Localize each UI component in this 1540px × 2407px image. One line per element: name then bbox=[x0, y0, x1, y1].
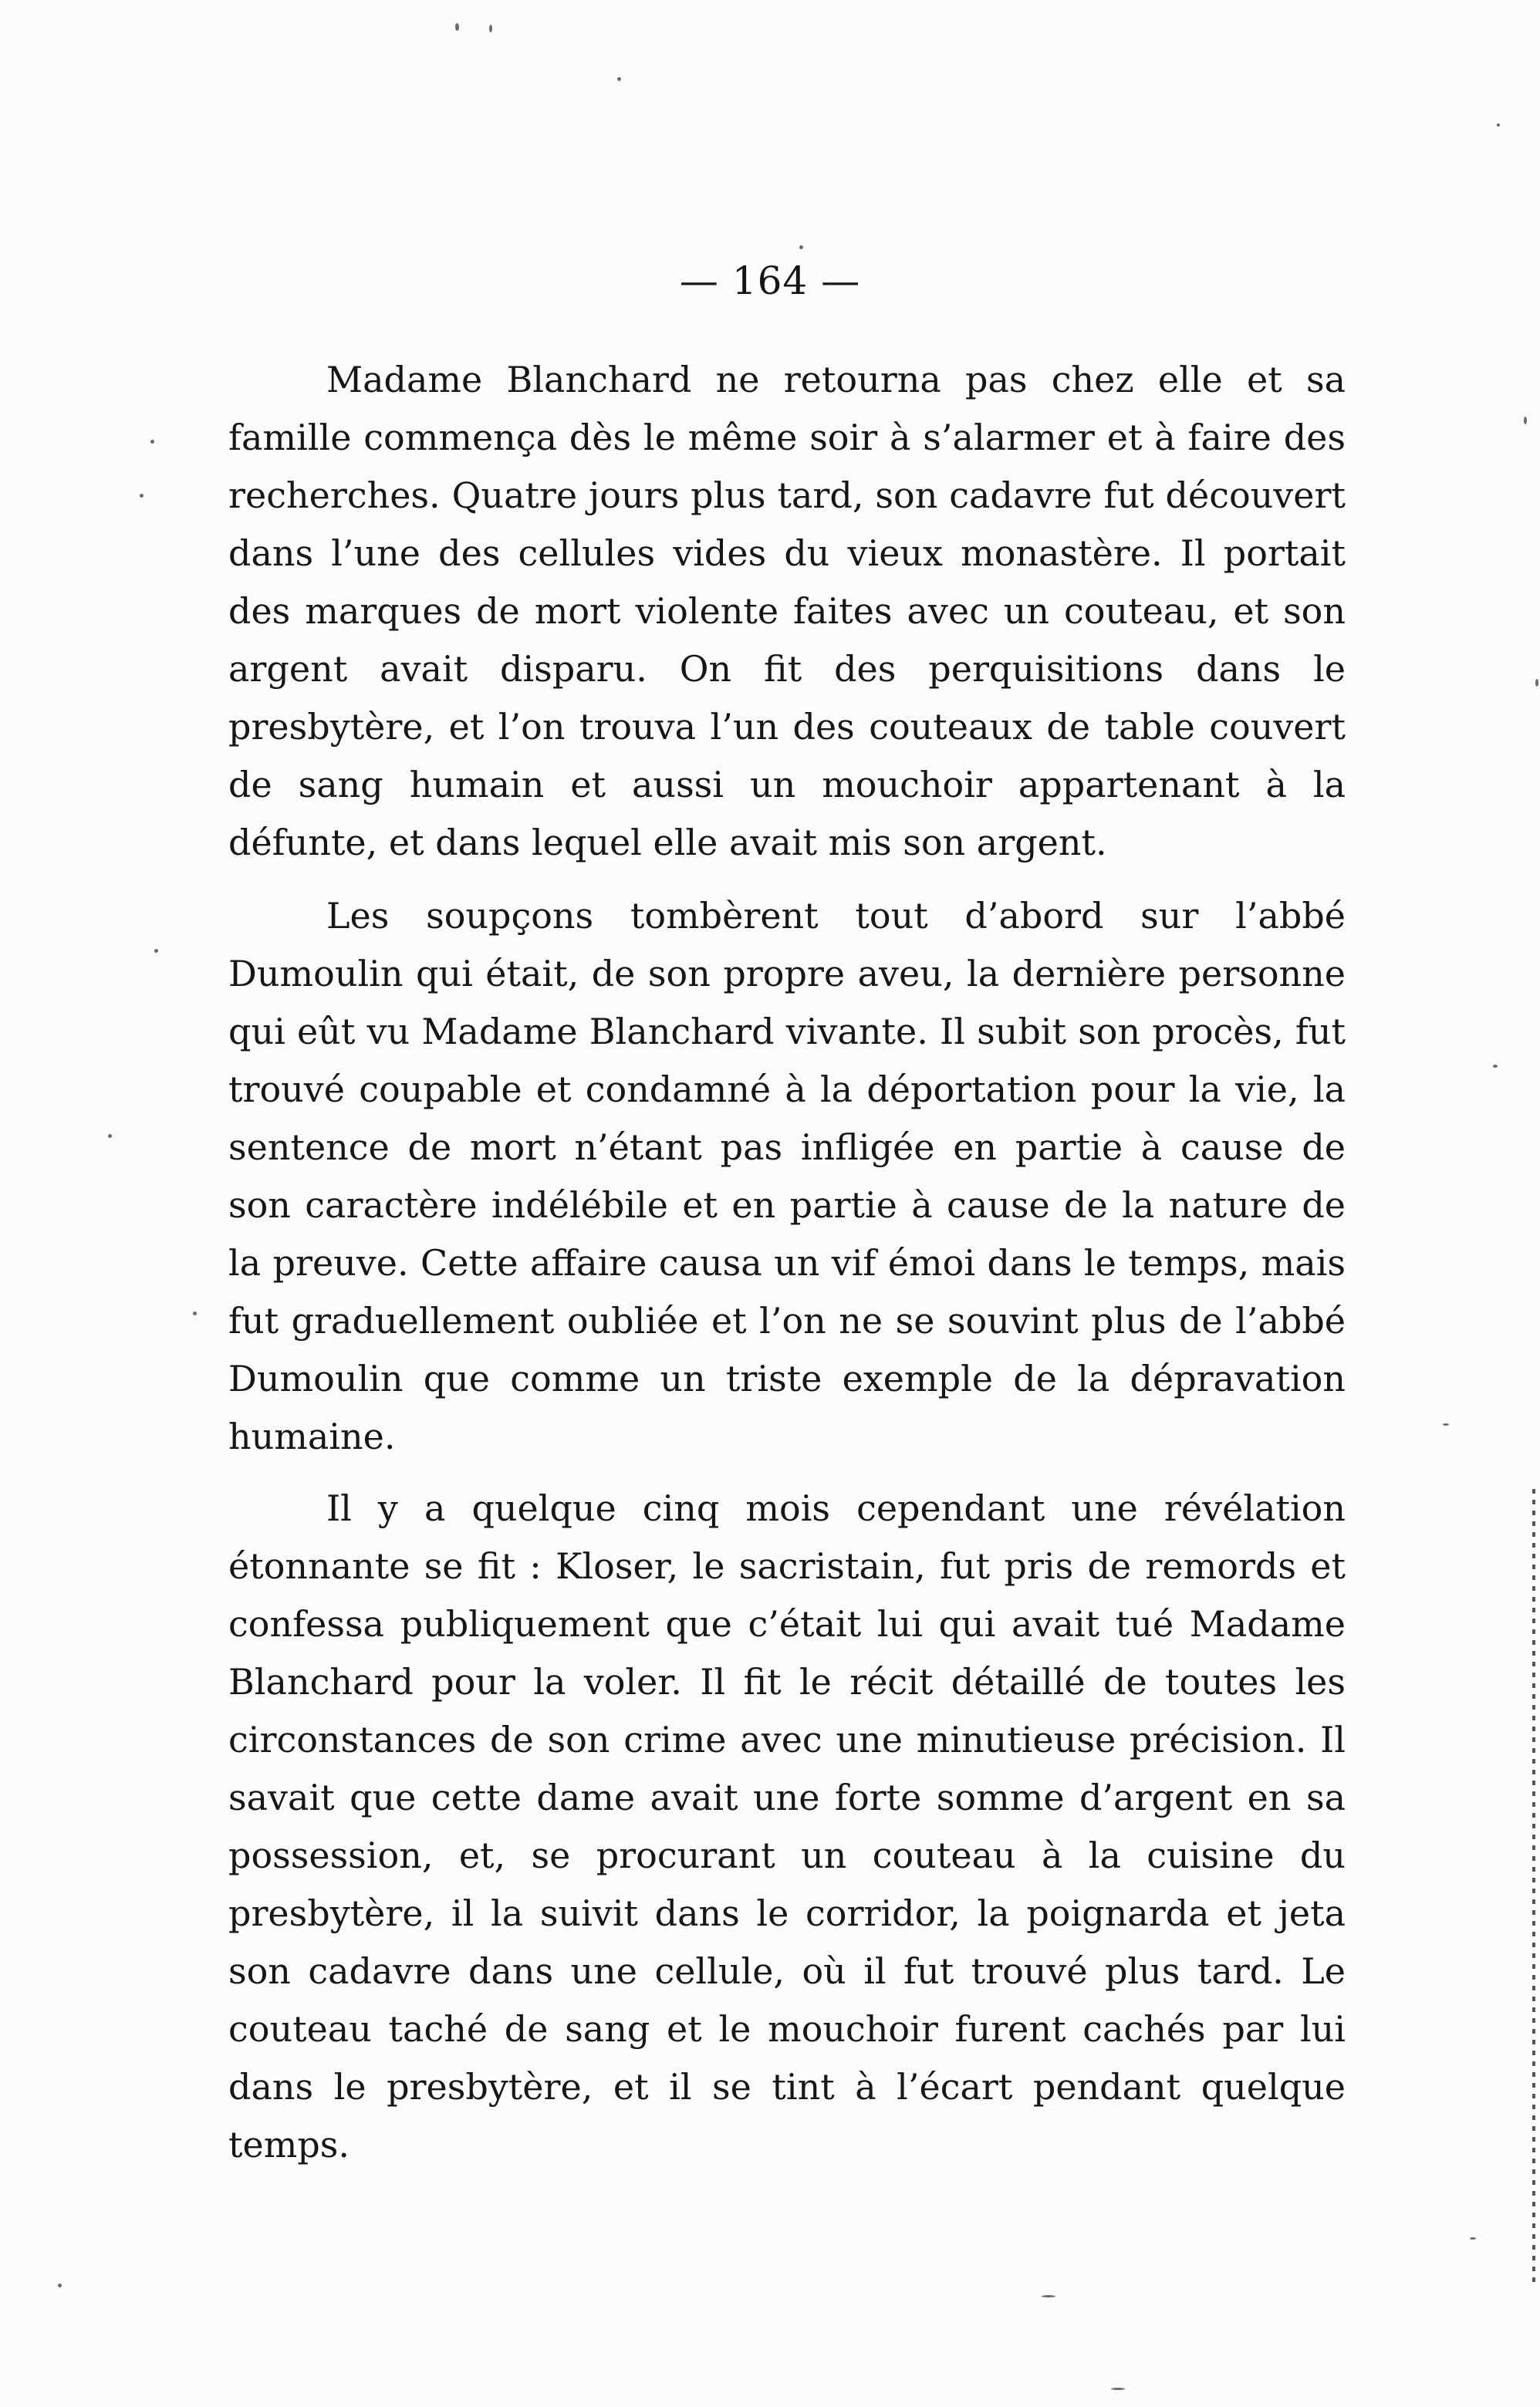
scan-speck bbox=[799, 245, 803, 249]
scan-speck bbox=[193, 1312, 197, 1315]
scan-speck bbox=[140, 494, 144, 498]
scan-speck bbox=[1470, 2237, 1476, 2240]
paragraph-1: Madame Blanchard ne retourna pas chez elle et sa famille commença dès le même soir à s’alarmer et à faire des recherches. Quatre jours plus tard, son cadavre fut découvert dans l’une des cellules vides du vieux monastère. Il portait des marques de mort violente faites avec un couteau, et son argent avait disparu. On fit des perquisitions dans le presbytère, et l’on trouva l’un des couteaux de table couvert de sang humain et aussi un mouchoir appartenant à la défunte, et dans lequel elle avait mis son argent. bbox=[228, 359, 1346, 863]
paragraph-2: Les soupçons tombèrent tout d’abord sur l’abbé Dumoulin qui était, de son propre aveu, la dernière personne qui eût vu Madame Blanchard vivante. Il subit son procès, fut trouvé coupable et condamné à la déportation pour la vie, la sentence de mort n’étant pas infligée en partie à cause de son caractère indélébile et en partie à cause de la nature de la preuve. Cette affaire causa un vif émoi dans le temps, mais fut graduellement oubliée et l’on ne se souvint plus de l’abbé Dumoulin que comme un triste exemple de la dépravation humaine. bbox=[228, 895, 1346, 1457]
scan-speck bbox=[1493, 1065, 1498, 1068]
scan-speck bbox=[489, 25, 492, 32]
scan-edge-mark bbox=[1532, 1489, 1535, 2284]
paragraph-3: Il y a quelque cinq mois cependant une révélation étonnante se fit : Kloser, le sacristain, fut pris de remords et confessa publiquement que c’était lui qui avait tué Madame Blanchard pour la voler. Il fit le récit détaillé de toutes les circonstances de son crime avec une minutieuse précision. Il savait que cette dame avait une forte somme d’argent en sa possession, et, se procurant un couteau à la cuisine du presbytère, il la suivit dans le corridor, la poignarda et jeta son cadavre dans une cellule, où il fut trouvé plus tard. Le couteau taché de sang et le mouchoir furent cachés par lui dans le presbytère, et il se tint à l’écart pendant quelque temps. bbox=[228, 1487, 1346, 2166]
scan-speck bbox=[1497, 123, 1500, 127]
scan-speck bbox=[455, 23, 459, 31]
scan-speck bbox=[617, 77, 621, 81]
scan-speck bbox=[1524, 417, 1527, 424]
scan-speck bbox=[154, 949, 158, 953]
scan-speck bbox=[1535, 679, 1538, 687]
scan-speck bbox=[58, 2284, 62, 2287]
scan-speck bbox=[150, 440, 154, 444]
scan-speck bbox=[108, 1134, 112, 1138]
body-text bbox=[228, 351, 1346, 2174]
scan-speck bbox=[1111, 2388, 1125, 2390]
scan-speck bbox=[1443, 1423, 1449, 1426]
page-number: — 164 — bbox=[679, 258, 861, 303]
scan-speck bbox=[1042, 2295, 1055, 2297]
